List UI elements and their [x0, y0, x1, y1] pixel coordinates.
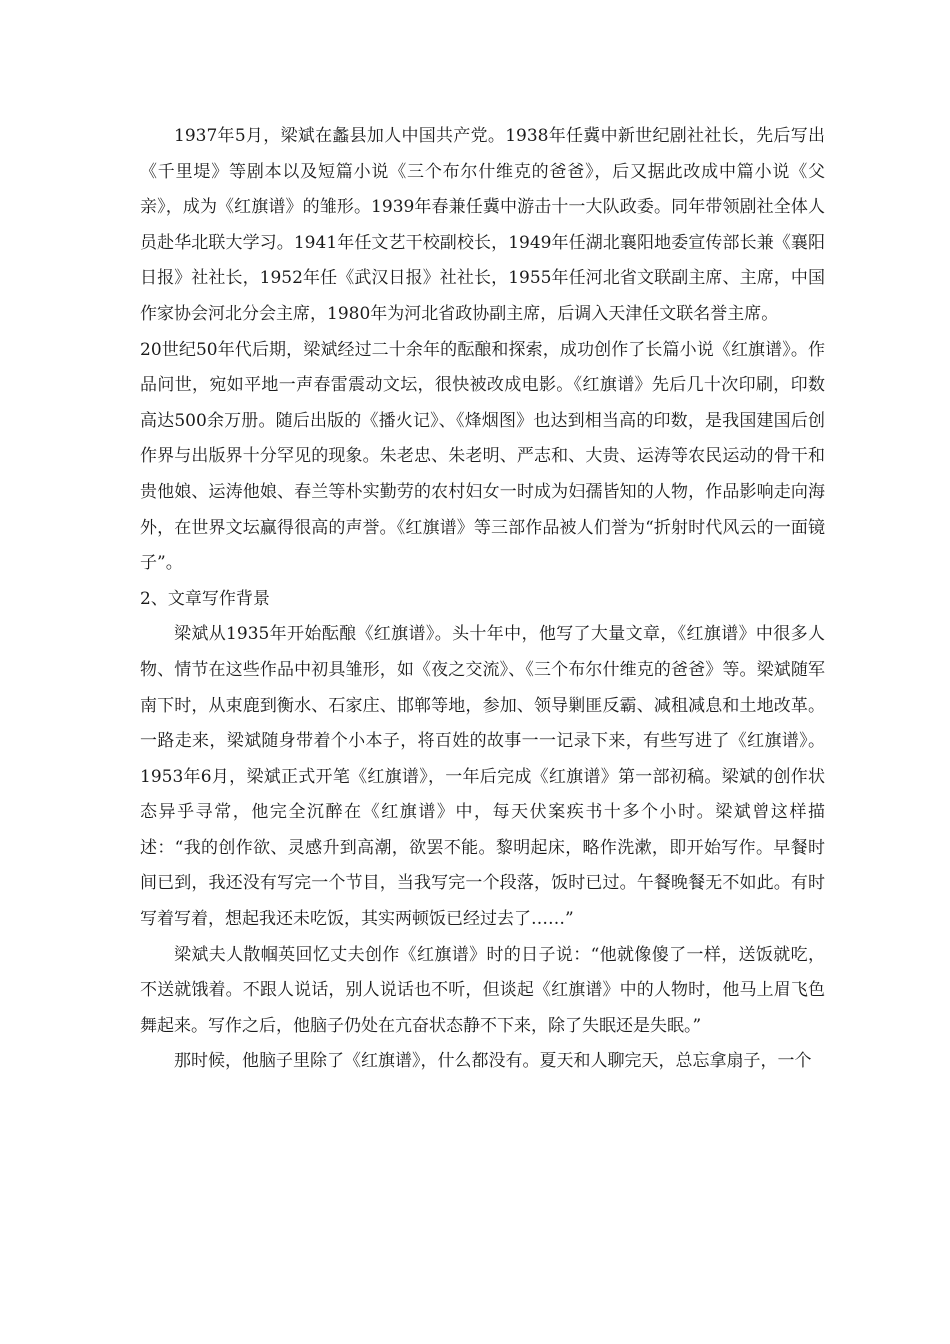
section-heading-writing-background: 2、文章写作背景	[140, 588, 270, 609]
document-body	[140, 119, 825, 1080]
paragraph-writing-process: 梁斌从1935年开始酝酿《红旗谱》。头十年中，他写了大量文章，《红旗谱》中很多人物、情节在这些作品中初具雏形，如《夜之交流》、《三个布尔什维克的爸爸》等。梁斌随军南下时，从束鹿到衡水、石家庄、邯郸等地，参加、领导剿匪反霸、减租减息和土地改革。一路走来，梁斌随身带着个小本子，将百姓的故事一一记录下来，有些写进了《红旗谱》。1953年6月，梁斌正式开笔《红旗谱》，一年后完成《红旗谱》第一部初稿。梁斌的创作状态异乎寻常，他完全沉醉在《红旗谱》中，每天伏案疾书十多个小时。梁斌曾这样描述：“我的创作欲、灵感升到高潮，欲罢不能。黎明起床，略作洗漱，即开始写作。早餐时间已到，我还没有写完一个节目，当我写完一个段落，饭时已过。午餐晚餐无不如此。有时写着写着，想起我还未吃饭，其实两顿饭已经过去了……”	[140, 624, 825, 930]
paragraph-biography: 1937年5月，梁斌在蠡县加人中国共产党。1938年任冀中新世纪剧社社长，先后写出《千里堤》等剧本以及短篇小说《三个布尔什维克的爸爸》，后又据此改成中篇小说《父亲》，成为《红旗谱》的雏形。1939年春兼任冀中游击十一大队政委。同年带领剧社全体人员赴华北联大学习。1941年任文艺干校副校长，1949年任湖北襄阳地委宣传部长兼《襄阳日报》社社长，1952年任《武汉日报》社社长，1955年任河北省文联副主席、主席，中国作家协会河北分会主席，1980年为河北省政协副主席，后调入天津任文联名誉主席。	[140, 126, 825, 324]
paragraph-wife-recollection: 梁斌夫人散帼英回忆丈夫创作《红旗谱》时的日子说：“他就像傻了一样，送饭就吃，不送就饿着。不跟人说话，别人说话也不听，但谈起《红旗谱》中的人物时，他马上眉飞色舞起来。写作之后，他脑子仍处在亢奋状态静不下来，除了失眠还是失眠。”	[140, 944, 825, 1036]
paragraph-absorbed: 那时候，他脑子里除了《红旗谱》，什么都没有。夏天和人聊完天，总忘拿扇子，一个	[174, 1051, 812, 1072]
paragraph-red-flag-success: 20世纪50年代后期，梁斌经过二十余年的酝酿和探索，成功创作了长篇小说《红旗谱》。作品问世，宛如平地一声春雷震动文坛，很快被改成电影。《红旗谱》先后几十次印刷，印数高达500余万册。随后出版的《播火记》、《烽烟图》也达到相当高的印数，是我国建国后创作界与出版界十分罕见的现象。朱老忠、朱老明、严志和、大贵、运涛等农民运动的骨干和贵他娘、运涛他娘、春兰等朴实勤劳的农村妇女一时成为妇孺皆知的人物，作品影响走向海外，在世界文坛赢得很高的声誉。《红旗谱》等三部作品被人们誉为“折射时代风云的一面镜子”。	[140, 339, 825, 574]
